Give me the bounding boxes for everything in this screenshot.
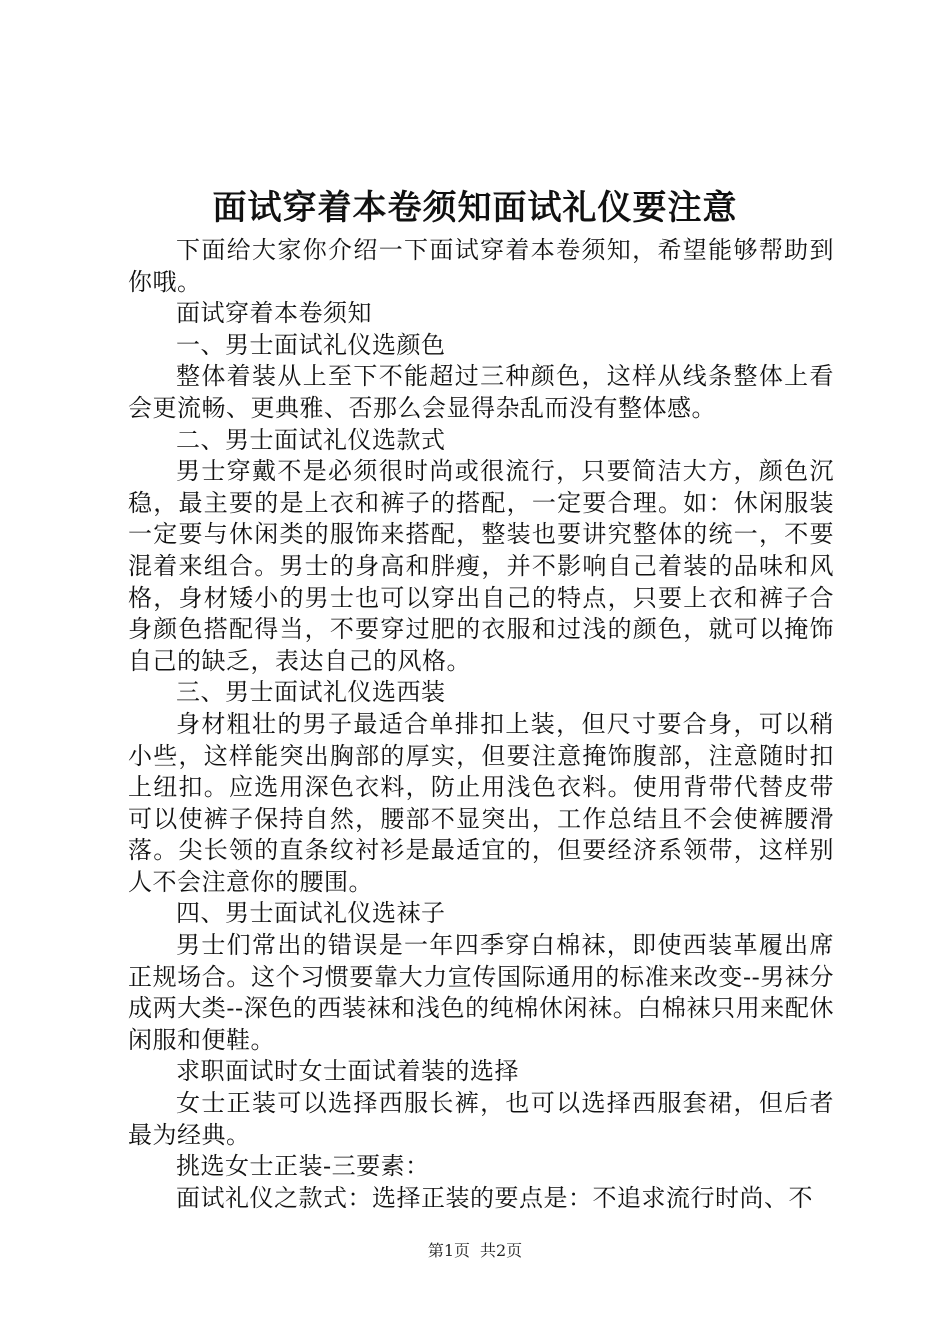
paragraph-suit: 身材粗壮的男子最适合单排扣上装，但尺寸要合身，可以稍小些，这样能突出胸部的厚实，但要注意掩饰腹部，注意随时扣上纽扣。应选用深色衣料，防止用浅色衣料。使用背带代替皮带可以使裤子保持自然，腰部不显突出，工作总结且不会使裤腰滑落。尖长领的直条纹衬衫是最适宜的，但要经济系领带，这样别人不会注意你的腰围。 [128,709,834,896]
paragraph-intro: 下面给大家你介绍一下面试穿着本卷须知，希望能够帮助到你哦。 [128,236,834,296]
section-heading-suit: 三、男士面试礼仪选西装 [176,678,446,707]
document-body [128,235,834,1214]
section-heading-socks: 四、男士面试礼仪选袜子 [176,899,446,928]
section-heading-women: 求职面试时女士面试着装的选择 [176,1057,519,1086]
section-heading-color: 一、男士面试礼仪选颜色 [176,330,446,359]
page-footer [0,1240,950,1262]
paragraph-women: 女士正装可以选择西服长裤，也可以选择西服套裙，但后者最为经典。 [128,1089,834,1149]
section-heading-main: 面试穿着本卷须知 [176,299,372,328]
paragraph-socks: 男士们常出的错误是一年四季穿白棉袜，即使西装革履出席正规场合。这个习惯要靠大力宣传国际通用的标准来改变--男袜分成两大类--深色的西装袜和浅色的纯棉休闲袜。白棉袜只用来配休闲服和便鞋。 [128,931,834,1054]
page-number: 第1页 [427,1241,470,1260]
page-total: 共2页 [480,1241,523,1260]
document-title: 面试穿着本卷须知面试礼仪要注意 [212,188,738,228]
paragraph-color: 整体着装从上至下不能超过三种颜色，这样从线条整体上看会更流畅、更典雅、否那么会显得杂乱而没有整体感。 [128,362,834,422]
paragraph-cut: 面试礼仪之款式：选择正装的要点是：不追求流行时尚、不 [176,1183,813,1212]
paragraph-style: 男士穿戴不是必须很时尚或很流行，只要简洁大方，颜色沉稳，最主要的是上衣和裤子的搭配，一定要合理。如：休闲服装一定要与休闲类的服饰来搭配，整装也要讲究整体的统一，不要混着来组合。男士的身高和胖瘦，并不影响自己着装的品味和风格，身材矮小的男士也可以穿出自己的特点，只要上衣和裤子合身颜色搭配得当，不要穿过肥的衣服和过浅的颜色，就可以掩饰自己的缺乏，表达自己的风格。 [128,457,834,675]
section-heading-three-elements: 挑选女士正装-三要素： [176,1152,430,1181]
section-heading-style: 二、男士面试礼仪选款式 [176,425,446,454]
